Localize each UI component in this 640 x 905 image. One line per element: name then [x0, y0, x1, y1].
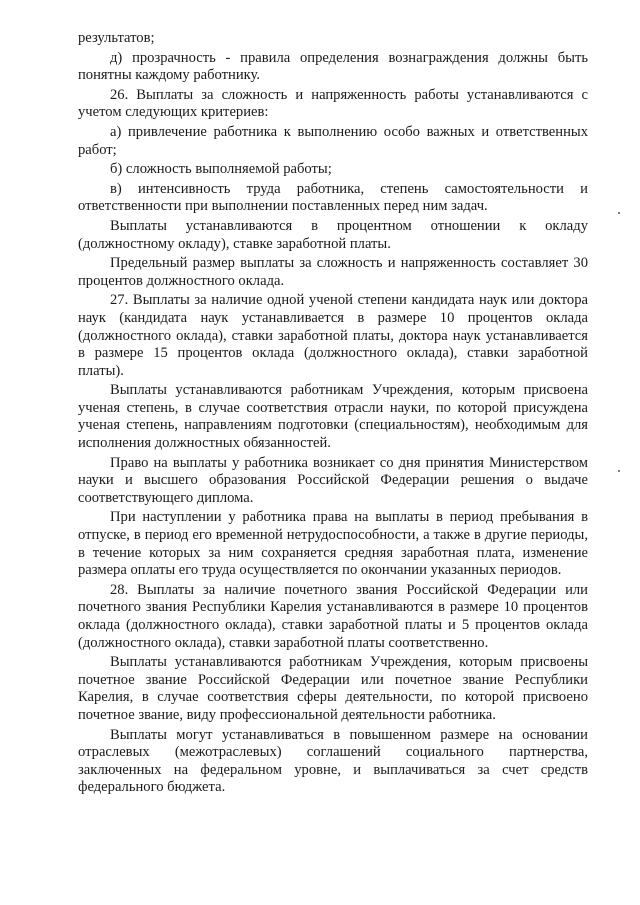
scan-speck: [618, 212, 620, 214]
paragraph-27: 27. Выплаты за наличие одной ученой степени кандидата наук или доктора наук (кандидата наук устанавливается в размере 10 процентов оклада (должностного оклада), ставки заработной платы, доктора наук устанавливается в размере 15 процентов оклада (должностного оклада), ставки заработной платы).: [78, 292, 588, 379]
paragraph-item-b: б) сложность выполняемой работы;: [110, 161, 332, 178]
paragraph-payment-limit: Предельный размер выплаты за сложность и напряженность составляет 30 процентов должностного оклада.: [78, 255, 588, 289]
paragraph-right-arises: Право на выплаты у работника возникает со дня принятия Министерством науки и высшего образования Российской Федерации решения о выдаче соответствующего диплома.: [78, 454, 588, 506]
paragraph-26: 26. Выплаты за сложность и напряженность работы устанавливаются с учетом следующих критериев:: [78, 86, 588, 121]
paragraph-item-v: в) интенсивность труда работника, степень самостоятельности и ответственности при выполнении поставленных перед ним задач.: [78, 180, 588, 215]
paragraph-28: 28. Выплаты за наличие почетного звания Российской Федерации или почетного звания Республики Карелия устанавливаются в размере 10 процентов оклада (должностного оклада), ставки заработной платы и 5 процентов оклада (должностного оклада), ставки заработной платы соответственно.: [78, 581, 588, 651]
paragraph-item-d: д) прозрачность - правила определения вознаграждения должны быть понятны каждому работнику.: [78, 49, 588, 84]
paragraph-leave-period: При наступлении у работника права на выплаты в период пребывания в отпуске, в период его временной нетрудоспособности, а также в другие периоды, в течение которых за ним сохраняется средняя заработная плата, изменение размера оплаты его труда осуществляется по окончании указанных периодов.: [78, 509, 588, 579]
scan-speck: [618, 470, 620, 472]
paragraph-item-a: а) привлечение работника к выполнению особо важных и ответственных работ;: [78, 123, 588, 158]
paragraph-continuation: результатов;: [78, 30, 155, 46]
paragraph-increased-payment: Выплаты могут устанавливаться в повышенном размере на основании отраслевых (межотраслевых) соглашений социального партнерства, заключенных на федеральном уровне, и выплачиваться за счет средств федерального бюджета.: [78, 726, 588, 796]
paragraph-payment-basis: Выплаты устанавливаются в процентном отношении к окладу (должностному окладу), ставке заработной платы.: [78, 217, 588, 252]
paragraph-title-conditions: Выплаты устанавливаются работникам Учреждения, которым присвоены почетное звание Российской Федерации или почетное звание Республики Карелия, в случае соответствия сферы деятельности, по которой присвоено почетное звание, виду профессиональной деятельности работника.: [78, 654, 588, 723]
paragraph-degree-conditions: Выплаты устанавливаются работникам Учреждения, которым присвоена ученая степень, в случае соответствия отрасли науки, по которой присуждена ученая степень, направлениям подготовки (специальностям), необходимым для исполнения должностных обязанностей.: [78, 382, 588, 452]
